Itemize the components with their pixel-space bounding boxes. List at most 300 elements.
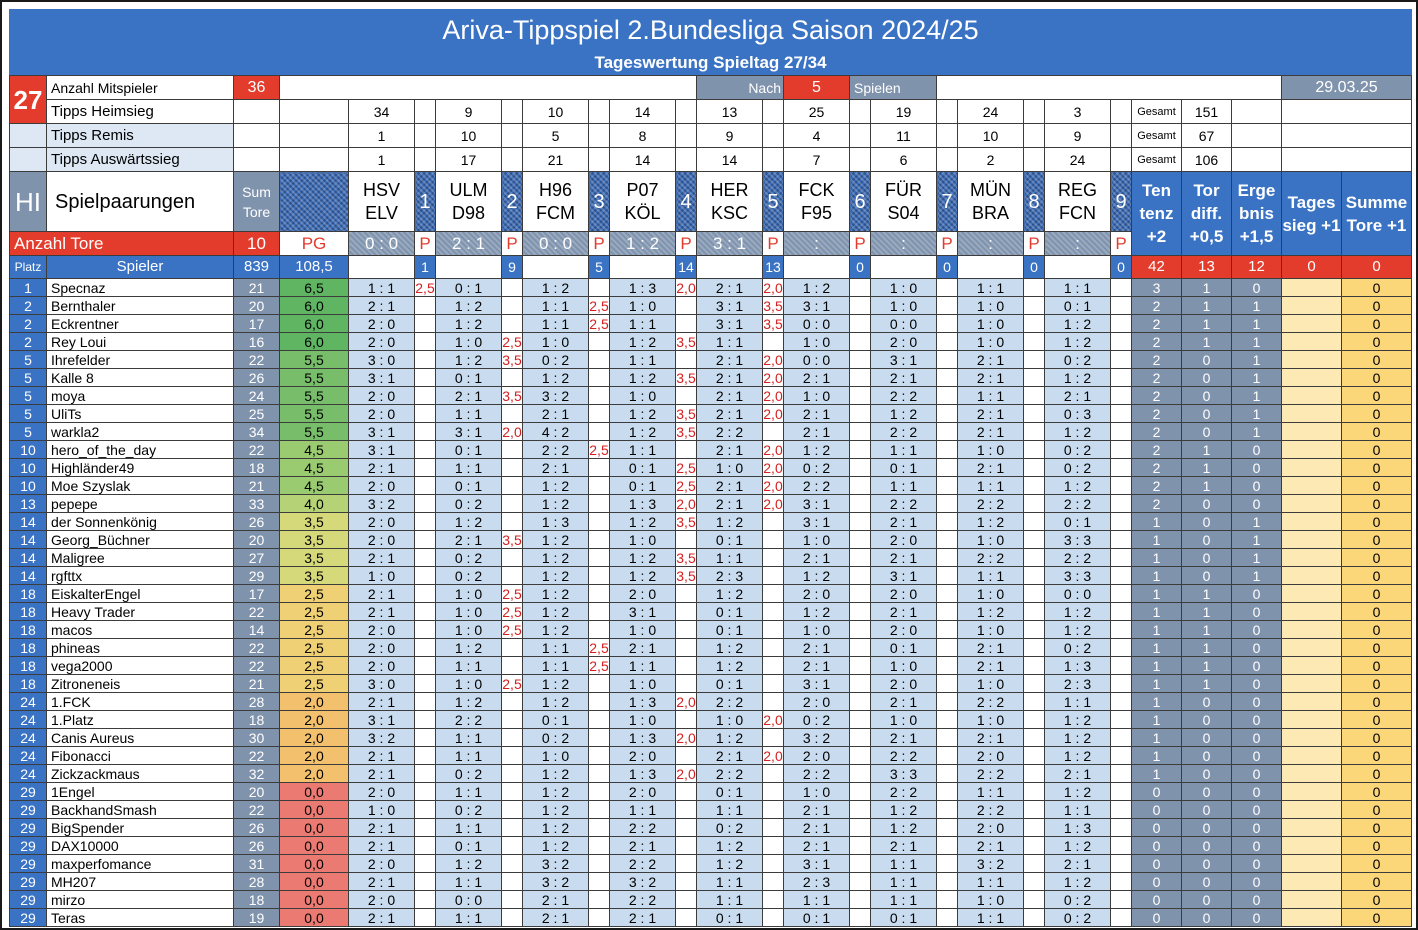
p-label: P: [937, 232, 958, 256]
player-points: [589, 279, 610, 297]
player-tip: 1 : 1: [697, 333, 763, 351]
bonus-day-win: [1282, 531, 1342, 549]
bonus-total-goals: 0: [1342, 693, 1412, 711]
goals-value: 10: [234, 232, 280, 256]
player-tip: 0 : 1: [436, 441, 502, 459]
player-tip: 2 : 1: [871, 369, 937, 387]
player-rank: 5: [10, 387, 47, 405]
player-points: 2,0: [763, 405, 783, 422]
player-points: [850, 495, 871, 513]
player-tip: 0 : 2: [436, 801, 502, 819]
bonus-day-win: [1282, 315, 1342, 333]
away-team: S04: [887, 202, 920, 223]
bonus-goal-diff: 0: [1182, 711, 1232, 729]
page-title: Ariva-Tippspiel 2.Bundesliga Saison 2024/25: [442, 15, 979, 45]
player-sum: 28: [234, 873, 280, 891]
player-tip: 2 : 1: [958, 351, 1024, 369]
bonus-goal-diff: 0: [1182, 891, 1232, 909]
away-team: KSC: [710, 202, 748, 223]
bonus-goal-diff: 0: [1182, 837, 1232, 855]
bonus-day-win: [1282, 765, 1342, 783]
player-points: 2,0: [676, 729, 696, 746]
player-tip: 2 : 2: [958, 549, 1024, 567]
bonus-total-goals: 0: [1342, 513, 1412, 531]
player-name: Heavy Trader: [47, 603, 234, 621]
player-points: [415, 747, 436, 765]
player-tip: 1 : 2: [1045, 315, 1111, 333]
player-name: hero_of_the_day: [47, 441, 234, 459]
player-name: Eckrentner: [47, 315, 234, 333]
player-points: [850, 585, 871, 603]
player-points: [415, 549, 436, 567]
player-points: [589, 369, 610, 387]
player-points: [1024, 441, 1045, 459]
player-tip: 2 : 2: [523, 441, 589, 459]
player-points: [850, 855, 871, 873]
player-sum: 16: [234, 333, 280, 351]
blank: [10, 124, 47, 148]
player-points: [763, 873, 784, 891]
player-points: [502, 279, 523, 297]
away-team: FCN: [1059, 202, 1096, 223]
table-row: [10, 711, 1412, 729]
player-points: [763, 585, 784, 603]
player-points: [763, 567, 784, 585]
bonus-day-win: [1282, 369, 1342, 387]
player-points: [1024, 711, 1045, 729]
tip-count: 6: [871, 148, 937, 172]
p-label: P: [1111, 232, 1132, 256]
player-name: EiskalterEngel: [47, 585, 234, 603]
player-sum: 34: [234, 423, 280, 441]
player-tip: 1 : 1: [523, 297, 589, 315]
player-points: 2,0: [763, 495, 783, 512]
player-points: [937, 855, 958, 873]
bonus-day-win: [1282, 477, 1342, 495]
match-result: :: [784, 232, 850, 256]
player-tip: 2 : 2: [610, 855, 676, 873]
player-points: [502, 315, 523, 333]
player-tip: 2 : 1: [697, 747, 763, 765]
tip-count: 21: [523, 148, 589, 172]
player-tip: 1 : 2: [523, 549, 589, 567]
table-row: [10, 459, 1412, 477]
match-result: 0 : 0: [349, 232, 415, 256]
player-tip: 1 : 0: [436, 675, 502, 693]
player-points: [415, 819, 436, 837]
player-name: pepepe: [47, 495, 234, 513]
player-sum: 14: [234, 621, 280, 639]
spielen-label: Spielen: [850, 76, 937, 100]
blank: [280, 76, 697, 100]
player-points: 2,5: [415, 279, 435, 296]
blank: [415, 100, 436, 124]
player-tip: 0 : 2: [1045, 639, 1111, 657]
player-tip: 0 : 2: [436, 567, 502, 585]
player-tip: 2 : 1: [871, 513, 937, 531]
player-tip: 2 : 1: [697, 387, 763, 405]
player-tip: 2 : 1: [436, 387, 502, 405]
blank: [763, 100, 784, 124]
standings-table: [9, 75, 1412, 927]
player-tip: 2 : 1: [784, 639, 850, 657]
player-rank: 24: [10, 711, 47, 729]
bonus-result: 0: [1232, 909, 1282, 927]
player-tip: 1 : 2: [1045, 369, 1111, 387]
player-points: [502, 657, 523, 675]
tip-count: 7: [784, 148, 850, 172]
bonus-day-win: [1282, 639, 1342, 657]
platz-label: Platz: [10, 256, 47, 279]
player-points: [1111, 909, 1132, 927]
player-points: [1111, 855, 1132, 873]
player-tip: 0 : 1: [697, 675, 763, 693]
player-tip: 2 : 1: [523, 909, 589, 927]
player-points: [937, 351, 958, 369]
bonus-total-goals: 0: [1342, 855, 1412, 873]
bonus-total-goals: 0: [1342, 729, 1412, 747]
player-points: [589, 819, 610, 837]
player-tip: 2 : 1: [610, 837, 676, 855]
player-tip: 2 : 0: [610, 747, 676, 765]
player-points: [1024, 693, 1045, 711]
player-points: [850, 333, 871, 351]
player-tip: 1 : 1: [697, 549, 763, 567]
player-pg: 5,5: [280, 369, 349, 387]
bonus-day-win: [1282, 801, 1342, 819]
player-rank: 10: [10, 441, 47, 459]
player-points: [937, 297, 958, 315]
player-points: 3,5: [502, 387, 522, 404]
player-points: [589, 477, 610, 495]
player-tip: 1 : 1: [610, 801, 676, 819]
home-team: FÜR: [885, 179, 922, 200]
away-team: ELV: [365, 202, 398, 223]
player-points: [502, 783, 523, 801]
player-points: [1024, 495, 1045, 513]
table-row: [10, 423, 1412, 441]
player-points: [850, 693, 871, 711]
player-tip: 1 : 2: [523, 477, 589, 495]
player-points: [415, 477, 436, 495]
player-tip: 2 : 1: [958, 405, 1024, 423]
player-tip: 2 : 0: [349, 513, 415, 531]
table-row: [10, 603, 1412, 621]
player-tip: 1 : 0: [610, 621, 676, 639]
player-tip: 2 : 2: [697, 423, 763, 441]
player-tip: 2 : 2: [871, 783, 937, 801]
player-tip: 1 : 2: [871, 801, 937, 819]
table-row: [10, 100, 1412, 124]
player-tip: 1 : 0: [784, 387, 850, 405]
player-tip: 2 : 0: [958, 819, 1024, 837]
players-label: Anzahl Mitspieler: [47, 76, 234, 100]
player-name: Teras: [47, 909, 234, 927]
player-tip: 0 : 0: [871, 315, 937, 333]
player-tip: 3 : 1: [349, 441, 415, 459]
player-points: [763, 333, 784, 351]
player-sum: 26: [234, 837, 280, 855]
player-rank: 18: [10, 639, 47, 657]
player-points: [937, 603, 958, 621]
total-label: Gesamt: [1132, 148, 1182, 172]
player-points: [1024, 909, 1045, 927]
table-row: [10, 837, 1412, 855]
bonus-tendency: 1: [1132, 747, 1182, 765]
player-tip: 2 : 2: [871, 387, 937, 405]
table-row: [10, 801, 1412, 819]
player-tip: 3 : 0: [349, 675, 415, 693]
player-points: [415, 495, 436, 513]
player-tip: 1 : 2: [523, 765, 589, 783]
player-points: [763, 603, 784, 621]
player-tip: 1 : 2: [610, 405, 676, 423]
table-row: [10, 387, 1412, 405]
home-team: HER: [710, 179, 749, 200]
bonus-header: Ten tenz +2: [1132, 172, 1182, 256]
player-points: [1111, 639, 1132, 657]
bonus-tendency: 2: [1132, 477, 1182, 495]
player-tip: 1 : 2: [610, 423, 676, 441]
player-tip: 1 : 1: [523, 639, 589, 657]
blank: [937, 76, 1282, 100]
player-tip: 3 : 1: [784, 495, 850, 513]
player-tip: 3 : 1: [871, 567, 937, 585]
blank: [234, 148, 280, 172]
player-points: [937, 837, 958, 855]
blank: [589, 124, 610, 148]
player-points: 3,5: [676, 513, 696, 530]
player-tip: 2 : 1: [871, 729, 937, 747]
blank: [1232, 148, 1282, 172]
player-points: [1111, 567, 1132, 585]
player-tip: 2 : 2: [610, 891, 676, 909]
player-points: [676, 531, 697, 549]
player-points: [937, 819, 958, 837]
bonus-result: 1: [1232, 369, 1282, 387]
player-tip: 1 : 1: [958, 279, 1024, 297]
blank: [1282, 100, 1412, 124]
player-points: [937, 693, 958, 711]
player-tip: 2 : 2: [958, 801, 1024, 819]
tip-count: 5: [523, 124, 589, 148]
player-tip: 1 : 3: [1045, 657, 1111, 675]
player-points: [589, 513, 610, 531]
bonus-total-goals: 0: [1342, 387, 1412, 405]
player-tip: 1 : 1: [1045, 279, 1111, 297]
table-row: [10, 639, 1412, 657]
player-tip: 2 : 1: [349, 747, 415, 765]
player-tip: 1 : 1: [436, 909, 502, 927]
player-points: [850, 747, 871, 765]
player-sum: 21: [234, 675, 280, 693]
player-pg: 2,5: [280, 621, 349, 639]
tip-count: 34: [349, 100, 415, 124]
bonus-total: 0: [1342, 256, 1412, 279]
player-tip: 2 : 1: [784, 405, 850, 423]
player-tip: 3 : 2: [958, 855, 1024, 873]
player-sum: 22: [234, 603, 280, 621]
player-points: [850, 513, 871, 531]
home-team: FCK: [798, 179, 835, 200]
player-points: [1024, 459, 1045, 477]
player-tip: 1 : 1: [697, 891, 763, 909]
player-points: [1111, 315, 1132, 333]
player-points: [763, 837, 784, 855]
player-tip: 1 : 0: [610, 387, 676, 405]
player-tip: 1 : 0: [784, 531, 850, 549]
player-points: [676, 855, 697, 873]
blank: [10, 148, 47, 172]
player-points: [1111, 423, 1132, 441]
match-number: 5: [763, 172, 784, 232]
player-sum: 28: [234, 693, 280, 711]
bonus-result: 1: [1232, 405, 1282, 423]
match-number: 9: [1111, 172, 1132, 232]
home-team: REG: [1057, 179, 1097, 200]
player-tip: 1 : 0: [610, 531, 676, 549]
player-tip: 1 : 2: [436, 639, 502, 657]
player-points: [415, 603, 436, 621]
player-tip: 1 : 3: [610, 765, 676, 783]
player-points: 2,0: [763, 747, 783, 764]
player-sum: 20: [234, 297, 280, 315]
player-tip: 2 : 0: [349, 315, 415, 333]
bonus-tendency: 3: [1132, 279, 1182, 297]
table-row: [10, 279, 1412, 297]
player-points: [1024, 765, 1045, 783]
player-tip: 2 : 0: [784, 693, 850, 711]
player-points: [415, 585, 436, 603]
bonus-day-win: [1282, 549, 1342, 567]
blank: [415, 148, 436, 172]
player-tip: 2 : 1: [349, 909, 415, 927]
player-tip: 2 : 1: [784, 423, 850, 441]
bonus-total-goals: 0: [1342, 909, 1412, 927]
player-points: [676, 639, 697, 657]
bonus-tendency: 0: [1132, 801, 1182, 819]
player-points: 2,5: [589, 639, 609, 656]
player-points: [850, 801, 871, 819]
player-tip: 3 : 1: [697, 297, 763, 315]
player-tip: 1 : 2: [697, 855, 763, 873]
player-tip: 0 : 2: [1045, 351, 1111, 369]
player-points: [1111, 621, 1132, 639]
player-points: [850, 315, 871, 333]
table-row: [10, 148, 1412, 172]
bonus-total-goals: 0: [1342, 765, 1412, 783]
player-pg: 2,0: [280, 729, 349, 747]
player-tip: 1 : 2: [523, 603, 589, 621]
player-points: [589, 423, 610, 441]
match-result: :: [871, 232, 937, 256]
player-tip: 1 : 1: [1045, 801, 1111, 819]
player-points: [763, 639, 784, 657]
sum-total: 839: [234, 256, 280, 279]
bonus-day-win: [1282, 585, 1342, 603]
player-points: 2,5: [589, 297, 609, 314]
bonus-tendency: 0: [1132, 783, 1182, 801]
player-points: [415, 333, 436, 351]
blank: [763, 124, 784, 148]
player-tip: 2 : 1: [1045, 855, 1111, 873]
player-tip: 1 : 0: [697, 459, 763, 477]
player-points: [502, 711, 523, 729]
player-pg: 2,0: [280, 693, 349, 711]
bonus-total-goals: 0: [1342, 747, 1412, 765]
player-points: 3,5: [676, 567, 696, 584]
bonus-tendency: 1: [1132, 675, 1182, 693]
player-points: [937, 801, 958, 819]
bonus-tendency: 2: [1132, 387, 1182, 405]
player-tip: 1 : 2: [523, 585, 589, 603]
player-tip: 0 : 1: [1045, 297, 1111, 315]
player-points: [589, 675, 610, 693]
player-tip: 2 : 2: [697, 765, 763, 783]
blank: [1024, 148, 1045, 172]
player-pg: 3,5: [280, 549, 349, 567]
player-tip: 1 : 2: [523, 279, 589, 297]
player-tip: 1 : 2: [523, 567, 589, 585]
bonus-goal-diff: 0: [1182, 387, 1232, 405]
player-points: [415, 873, 436, 891]
player-points: [415, 765, 436, 783]
match-header: [1045, 172, 1111, 232]
blank: [502, 148, 523, 172]
tip-count: 9: [436, 100, 502, 124]
table-row: [10, 621, 1412, 639]
player-name: Ihrefelder: [47, 351, 234, 369]
player-sum: 19: [234, 909, 280, 927]
player-points: [589, 765, 610, 783]
player-tip: 3 : 2: [349, 729, 415, 747]
home-team: P07: [626, 179, 659, 200]
tip-count: 1: [349, 148, 415, 172]
player-points: [1024, 819, 1045, 837]
player-points: [589, 873, 610, 891]
player-points: 2,5: [589, 657, 609, 674]
player-points: 2,5: [502, 621, 522, 638]
bonus-goal-diff: 0: [1182, 531, 1232, 549]
bonus-total-goals: 0: [1342, 459, 1412, 477]
bonus-total-goals: 0: [1342, 585, 1412, 603]
player-tip: 2 : 0: [349, 657, 415, 675]
bonus-tendency: 2: [1132, 351, 1182, 369]
player-tip: 1 : 0: [871, 297, 937, 315]
tip-count: 9: [1045, 124, 1111, 148]
player-points: [676, 819, 697, 837]
player-rank: 1: [10, 279, 47, 297]
player-points: [415, 405, 436, 423]
tip-count: 1: [349, 124, 415, 148]
bonus-tendency: 2: [1132, 495, 1182, 513]
player-points: [502, 459, 523, 477]
player-points: [850, 531, 871, 549]
player-points: [850, 729, 871, 747]
player-points: [1111, 837, 1132, 855]
player-points: [1024, 423, 1045, 441]
tip-count: 14: [697, 148, 763, 172]
player-tip: 0 : 2: [784, 459, 850, 477]
player-points: 2,0: [763, 459, 783, 476]
player-points: [937, 729, 958, 747]
player-points: [850, 369, 871, 387]
hi-label: HI: [10, 172, 47, 232]
player-points: [1024, 801, 1045, 819]
player-points: [763, 657, 784, 675]
bonus-day-win: [1282, 423, 1342, 441]
player-points: [1024, 387, 1045, 405]
